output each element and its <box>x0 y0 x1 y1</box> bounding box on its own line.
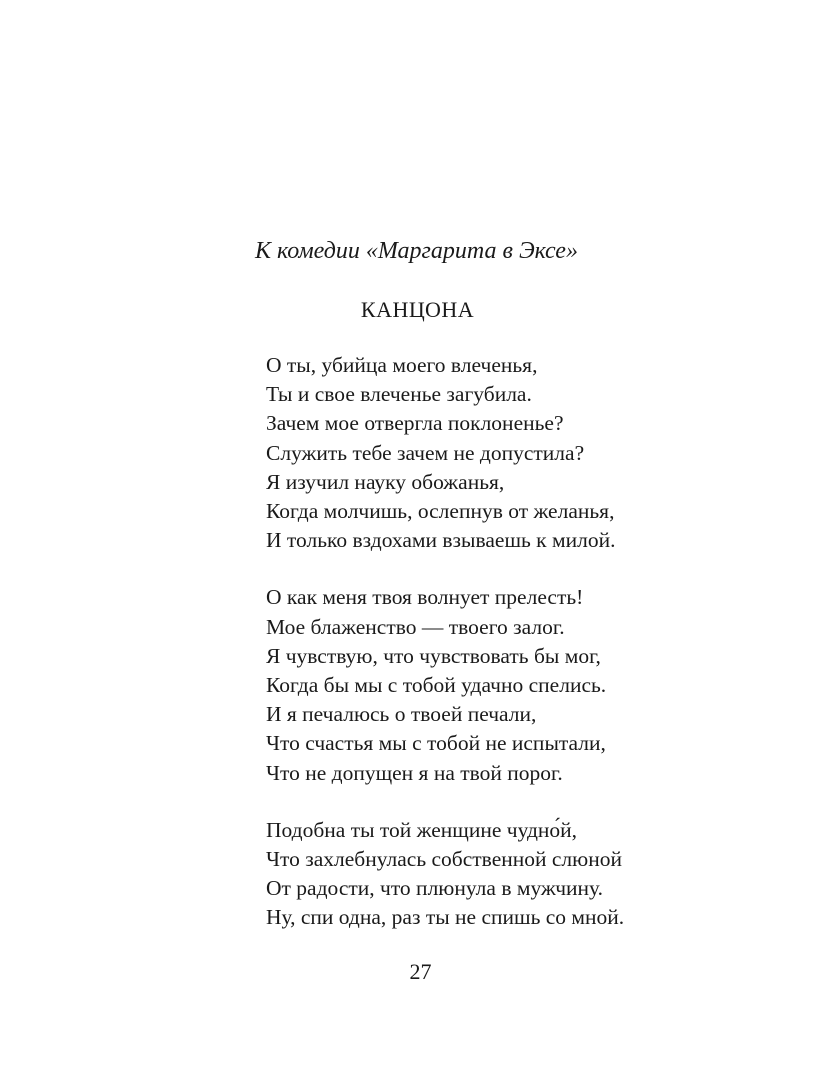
page-number: 27 <box>409 959 432 984</box>
stanza-3 <box>266 816 786 933</box>
stanza-2 <box>266 583 786 787</box>
poem-line: Что не допущен я на твой порог. <box>266 760 563 785</box>
poem-line: Когда молчишь, ослепнув от желанья, <box>266 499 615 524</box>
poem-line: Ну, спи одна, раз ты не спишь со мной. <box>266 905 625 930</box>
poem-line: Служить тебе зачем не допустила? <box>266 440 585 465</box>
poem-line: Я чувствую, что чувствовать бы мог, <box>266 643 601 668</box>
stanza-1 <box>266 351 786 555</box>
poem-line: Ты и свое влеченье загубила. <box>266 382 532 407</box>
poem-line: Зачем мое отвергла поклоненье? <box>266 411 564 436</box>
poem-line: О как меня твоя волнует прелесть! <box>266 585 584 610</box>
poem-line: Когда бы мы с тобой удачно спелись. <box>266 673 607 698</box>
poem-line: И я печалюсь о твоей печали, <box>266 702 537 727</box>
poem-line: И только вздохами взываешь к милой. <box>266 528 616 553</box>
poem-line: Я изучил науку обожанья, <box>266 469 505 494</box>
poem-line: Подобна ты той женщине чудно́й, <box>266 817 578 842</box>
poem-title: КАНЦОНА <box>360 297 475 322</box>
poem-body <box>266 351 786 961</box>
poem-line: Мое блаженство — твоего залог. <box>266 614 565 639</box>
poem-line: О ты, убийца моего влеченья, <box>266 353 538 377</box>
poem-line: Что счастья мы с тобой не испытали, <box>266 731 606 756</box>
dedication-heading: К комедии «Маргарита в Эксе» <box>255 238 578 264</box>
poem-line: От радости, что плюнула в мужчину. <box>266 876 604 901</box>
poem-line: Что захлебнулась собственной слюной <box>266 847 622 872</box>
